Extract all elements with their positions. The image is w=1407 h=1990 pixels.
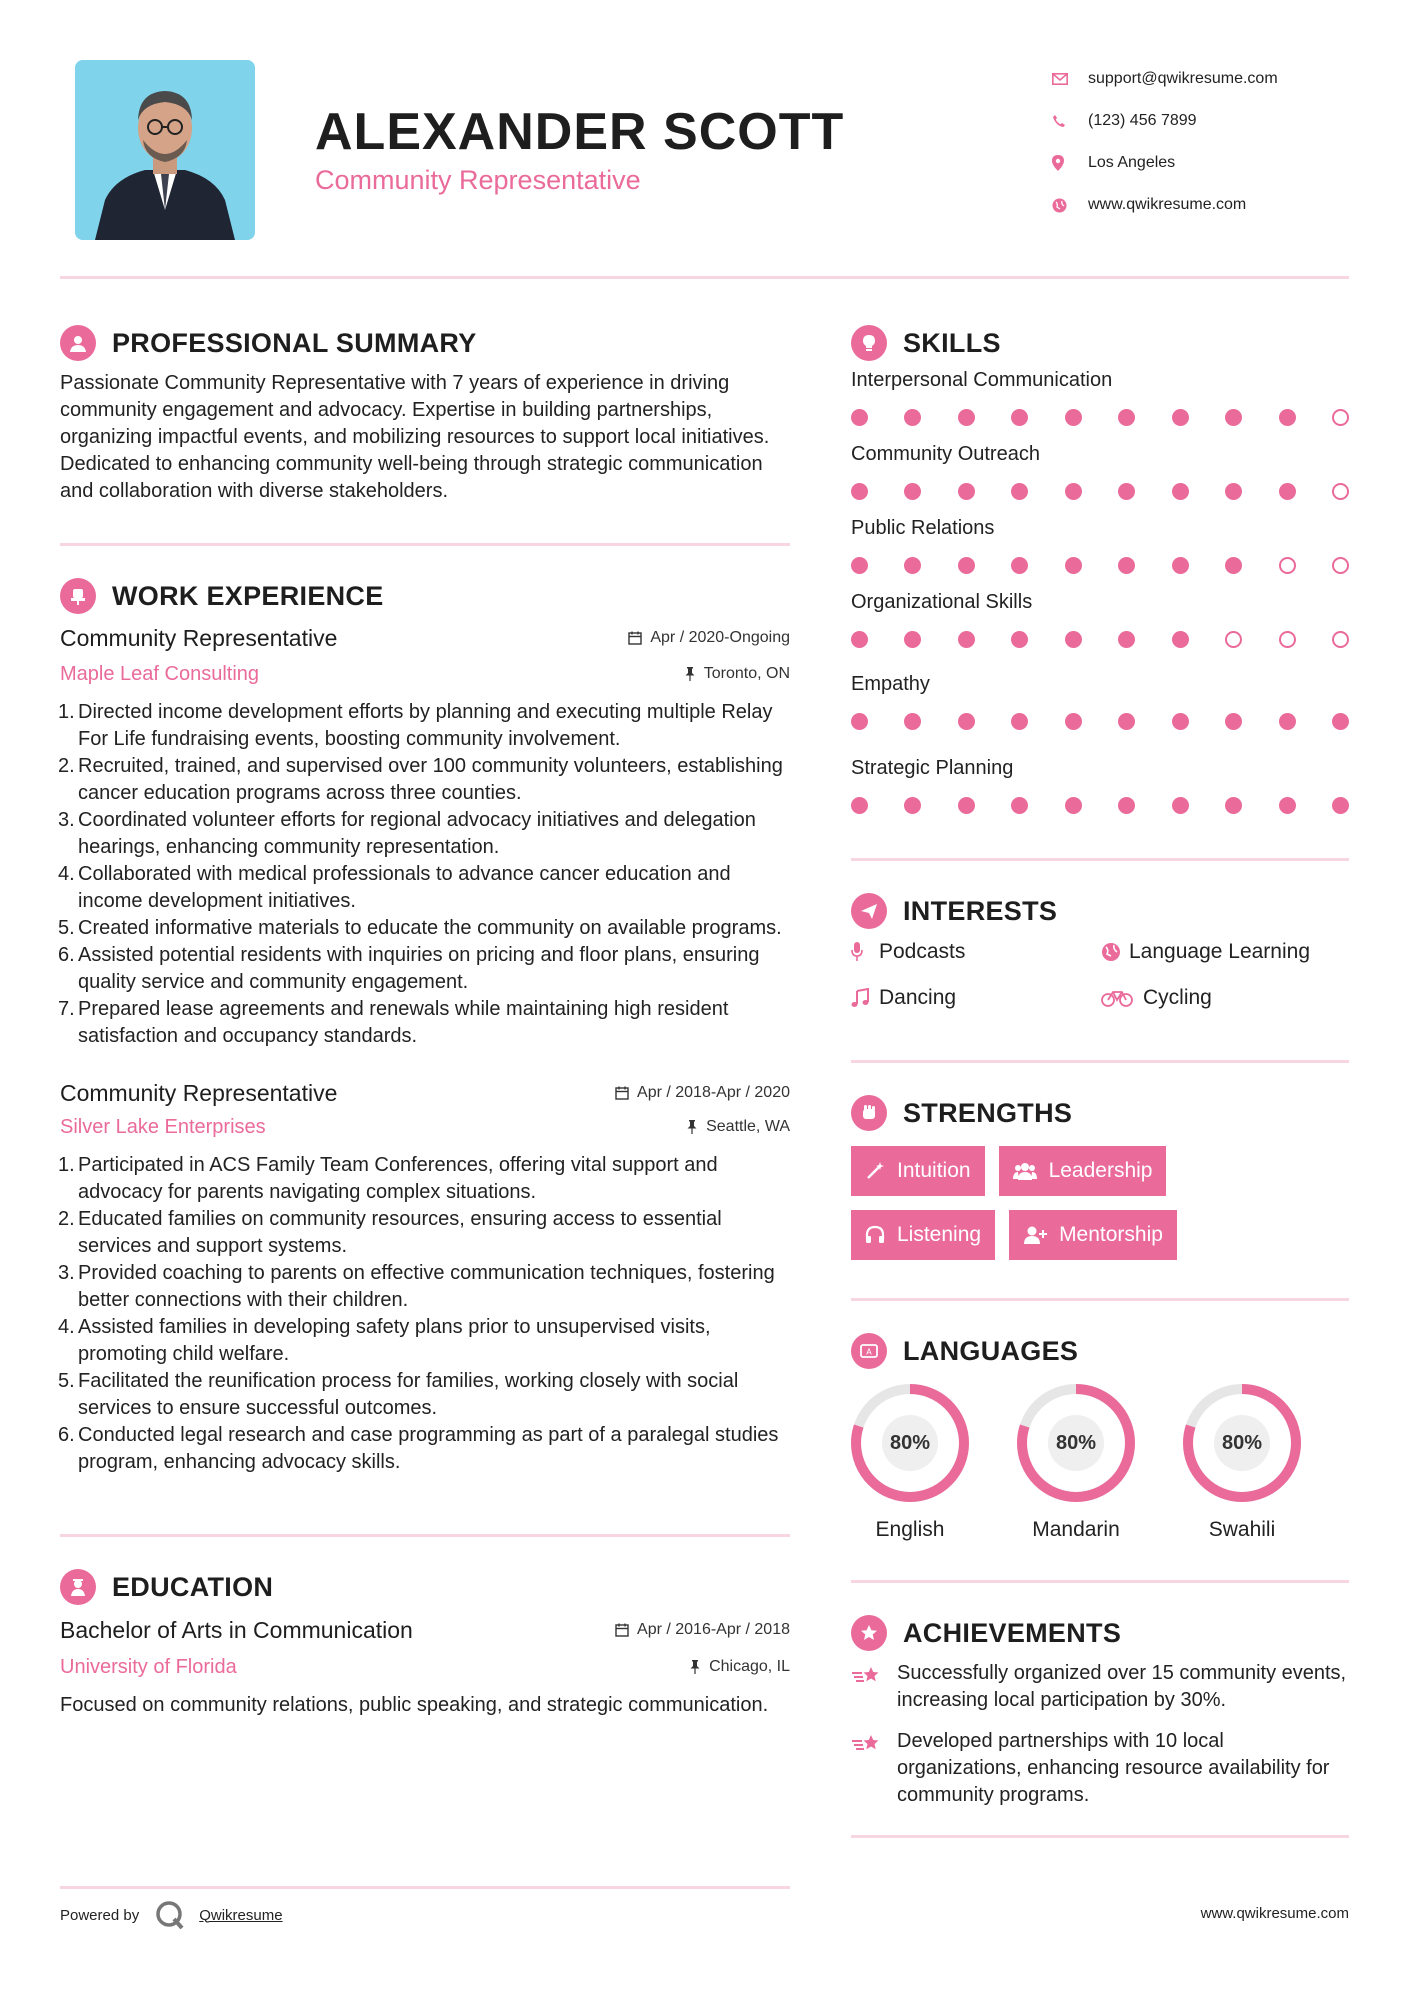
rating-dot-filled	[1011, 557, 1028, 574]
rating-dot-filled	[1172, 631, 1189, 648]
strengths-header	[851, 1090, 1349, 1136]
list-item: 7. Prepared lease agreements and renewals while maintaining high resident satisfaction and occupancy standards.	[58, 998, 729, 1047]
brand-link[interactable]: Qwikresume	[199, 1906, 283, 1924]
experience-title: WORK EXPERIENCE	[112, 580, 384, 611]
experience-header	[60, 573, 790, 619]
interest-item: Dancing	[851, 982, 1101, 1014]
rating-dot-filled	[1118, 483, 1135, 500]
section-divider	[60, 543, 790, 546]
summary-text: Passionate Community Representative with 7 years of experience in driving community engagement and advocacy. Expertise in building partnerships, organizing impactful events, and mobilizing resources to support local initiatives. Dedicated to enhancing community well-being through strategic communication and collaboration with diverse stakeholders.	[60, 372, 770, 502]
rating-dot-filled	[1011, 631, 1028, 648]
rating-dot-filled	[1118, 557, 1135, 574]
skill-name: Public Relations	[851, 517, 995, 539]
section-divider	[851, 858, 1349, 861]
rating-dot-filled	[1225, 409, 1242, 426]
language-percent: 80%	[889, 1431, 931, 1454]
language-ring	[1015, 1382, 1137, 1504]
interests-list	[851, 936, 1349, 1014]
skill-rating	[851, 542, 1349, 588]
right-column	[851, 320, 1349, 1838]
candidate-role: Community Representative	[315, 165, 641, 195]
microphone-icon	[851, 942, 879, 962]
pushpin-icon	[684, 667, 696, 681]
rating-dot-filled	[851, 483, 868, 500]
rating-dot-filled	[1065, 483, 1082, 500]
rating-dot-filled	[1172, 797, 1189, 814]
job-company: Maple Leaf Consulting	[60, 662, 260, 685]
contact-location	[1052, 142, 1372, 184]
rating-dot-empty	[1279, 557, 1296, 574]
language-ring	[849, 1382, 971, 1504]
job-entry	[60, 619, 790, 1050]
skills-header	[851, 320, 1349, 366]
rating-dot-empty	[1279, 631, 1296, 648]
job-company: Silver Lake Enterprises	[60, 1115, 266, 1138]
list-item: 2. Educated families on community resources, ensuring access to essential services and support systems.	[58, 1208, 722, 1257]
rating-dot-filled	[851, 557, 868, 574]
skill-row	[851, 440, 1349, 514]
contact-block	[1052, 58, 1372, 226]
education-text: Focused on community relations, public speaking, and strategic communication.	[60, 1694, 769, 1716]
lightbulb-icon	[851, 325, 887, 361]
rating-dot-filled	[1065, 713, 1082, 730]
language-name: English	[875, 1518, 945, 1541]
header-divider	[60, 276, 1349, 279]
calendar-icon	[615, 1623, 629, 1637]
rating-dot-filled	[904, 631, 921, 648]
footer-website[interactable]: www.qwikresume.com	[1200, 1905, 1349, 1922]
list-item: 6. Conducted legal research and case programming as part of a paralegal studies program, enhancing advocacy skills.	[58, 1424, 779, 1473]
rating-dot-filled	[904, 713, 921, 730]
list-item: 4. Collaborated with medical professionals to advance cancer education and income development initiatives.	[58, 863, 731, 912]
rating-dot-empty	[1332, 483, 1349, 500]
interest-item: Podcasts	[851, 936, 1101, 968]
interests-header	[851, 888, 1349, 934]
list-item: 5. Facilitated the reunification process for families, working closely with social services to ensure successful outcomes.	[58, 1370, 739, 1419]
envelope-icon	[1052, 73, 1088, 85]
calendar-icon	[628, 631, 642, 645]
job-location: Seattle, WA	[686, 1118, 790, 1136]
rating-dot-filled	[1065, 409, 1082, 426]
left-column	[60, 320, 790, 1719]
rating-dot-filled	[1118, 713, 1135, 730]
strength-tag: Listening	[851, 1210, 995, 1260]
pushpin-icon	[686, 1120, 698, 1134]
rating-dot-filled	[1172, 557, 1189, 574]
rating-dot-filled	[1172, 409, 1189, 426]
strengths-title: STRENGTHS	[903, 1097, 1073, 1128]
rating-dot-filled	[1279, 713, 1296, 730]
candidate-name: ALEXANDER SCOTT	[315, 103, 845, 161]
rating-dot-filled	[1011, 483, 1028, 500]
skills-title: SKILLS	[903, 327, 1001, 358]
achievements-title: ACHIEVEMENTS	[903, 1617, 1122, 1648]
headphones-icon	[865, 1225, 885, 1245]
rating-dot-filled	[1065, 631, 1082, 648]
rating-dot-filled	[1225, 797, 1242, 814]
skill-rating	[851, 782, 1349, 828]
briefcase-icon	[60, 578, 96, 614]
education-header	[60, 1564, 790, 1610]
map-pin-icon	[1052, 155, 1088, 171]
degree-title: Bachelor of Arts in Communication	[60, 1616, 413, 1643]
rating-dot-filled	[1332, 713, 1349, 730]
rating-dot-filled	[958, 631, 975, 648]
list-item: 6. Assisted potential residents with inquiries on pricing and floor plans, ensuring quality service and community engagement.	[58, 944, 760, 993]
rating-dot-filled	[904, 409, 921, 426]
languages-title: LANGUAGES	[903, 1335, 1079, 1366]
job-entry	[60, 1076, 790, 1476]
strength-tag: Leadership	[999, 1146, 1167, 1196]
contact-phone-text: (123) 456 7899	[1088, 112, 1197, 129]
footer-divider	[60, 1886, 790, 1889]
rating-dot-filled	[1118, 409, 1135, 426]
rating-dot-filled	[1279, 797, 1296, 814]
summary-header	[60, 320, 790, 366]
rating-dot-filled	[958, 797, 975, 814]
skill-row	[851, 514, 1349, 588]
summary-title: PROFESSIONAL SUMMARY	[112, 327, 477, 358]
achievement-item: Successfully organized over 15 community events, increasing local participation by 30%.	[851, 1660, 1349, 1714]
language-item	[1159, 1382, 1325, 1542]
rating-dot-filled	[958, 483, 975, 500]
language-item	[827, 1382, 993, 1542]
strength-tag: Intuition	[851, 1146, 985, 1196]
skill-rating	[851, 616, 1349, 662]
shooting-star-icon	[851, 1660, 897, 1714]
rating-dot-filled	[1172, 483, 1189, 500]
interest-item: Language Learning	[1101, 936, 1349, 968]
list-item: 2. Recruited, trained, and supervised over 100 community volunteers, establishing cancer education programs across three counties.	[58, 755, 783, 804]
strength-tag: Mentorship	[1009, 1210, 1177, 1260]
footer-powered	[60, 1900, 283, 1930]
language-icon	[851, 1333, 887, 1369]
skill-row	[851, 754, 1349, 828]
pushpin-icon	[689, 1660, 701, 1674]
language-name: Mandarin	[1032, 1518, 1120, 1541]
education-title: EDUCATION	[112, 1571, 274, 1602]
language-name: Swahili	[1208, 1518, 1276, 1541]
skill-rating	[851, 698, 1349, 744]
rating-dot-filled	[851, 631, 868, 648]
education-location: Chicago, IL	[689, 1658, 790, 1676]
rating-dot-filled	[851, 797, 868, 814]
contact-location-text: Los Angeles	[1088, 154, 1176, 171]
rating-dot-filled	[1011, 713, 1028, 730]
user-plus-icon	[1023, 1225, 1047, 1245]
rating-dot-filled	[1065, 797, 1082, 814]
job-date: Apr / 2020-Ongoing	[628, 629, 790, 647]
language-percent: 80%	[1055, 1431, 1097, 1454]
list-item: 3. Coordinated volunteer efforts for regional advocacy initiatives and delegation hearings, enhancing community representation.	[58, 809, 756, 858]
qwikresume-logo-icon	[155, 1900, 185, 1930]
rating-dot-empty	[1332, 557, 1349, 574]
music-note-icon	[851, 988, 879, 1008]
skill-name: Community Outreach	[851, 443, 1040, 465]
job-date: Apr / 2018-Apr / 2020	[615, 1084, 790, 1102]
rating-dot-filled	[1011, 797, 1028, 814]
languages-list	[851, 1382, 1349, 1542]
svg-text:A: A	[866, 1347, 872, 1357]
shooting-star-icon	[851, 1728, 897, 1809]
interests-title: INTERESTS	[903, 895, 1058, 926]
skill-name: Organizational Skills	[851, 591, 1033, 613]
job-duties	[60, 699, 790, 1050]
list-item: 3. Provided coaching to parents on effective communication techniques, fostering better connections with their children.	[58, 1262, 775, 1311]
language-item	[993, 1382, 1159, 1542]
achievements-header	[851, 1610, 1349, 1656]
skill-row	[851, 670, 1349, 744]
paper-plane-icon	[851, 893, 887, 929]
job-title: Community Representative	[60, 1079, 338, 1106]
rating-dot-filled	[1225, 483, 1242, 500]
skill-rating	[851, 468, 1349, 514]
rating-dot-filled	[1172, 713, 1189, 730]
school-name: University of Florida	[60, 1655, 237, 1678]
job-title: Community Representative	[60, 624, 338, 651]
rating-dot-filled	[1118, 797, 1135, 814]
skill-row	[851, 588, 1349, 662]
contact-website-text: www.qwikresume.com	[1088, 196, 1247, 213]
user-icon	[60, 325, 96, 361]
rating-dot-filled	[958, 409, 975, 426]
language-percent: 80%	[1221, 1431, 1263, 1454]
magic-wand-icon	[865, 1161, 885, 1181]
section-divider	[851, 1060, 1349, 1063]
rating-dot-filled	[851, 409, 868, 426]
rating-dot-empty	[1332, 409, 1349, 426]
bicycle-icon	[1101, 989, 1143, 1007]
section-divider	[851, 1580, 1349, 1583]
education-entry	[60, 1610, 790, 1719]
rating-dot-filled	[904, 557, 921, 574]
interest-item: Cycling	[1101, 982, 1349, 1014]
section-divider	[851, 1298, 1349, 1301]
skill-name: Empathy	[851, 673, 930, 695]
strengths-list	[851, 1146, 1251, 1260]
contact-website[interactable]	[1052, 184, 1372, 226]
rating-dot-filled	[958, 713, 975, 730]
list-item: 1. Directed income development efforts by planning and executing multiple Relay For Life fundraising events, boosting community involvement.	[58, 701, 773, 750]
language-ring	[1181, 1382, 1303, 1504]
rating-dot-filled	[1011, 409, 1028, 426]
skills-list	[851, 366, 1349, 828]
achievements-list	[851, 1660, 1349, 1809]
globe-icon	[1052, 198, 1088, 213]
contact-phone[interactable]	[1052, 100, 1372, 142]
skill-rating	[851, 394, 1349, 440]
languages-header	[851, 1328, 1349, 1374]
phone-icon	[1052, 114, 1088, 128]
rating-dot-filled	[1279, 409, 1296, 426]
list-item: 5. Created informative materials to educate the community on available programs.	[58, 917, 782, 939]
skill-name: Interpersonal Communication	[851, 369, 1113, 391]
skill-name: Strategic Planning	[851, 757, 1014, 779]
contact-email[interactable]	[1052, 58, 1372, 100]
rating-dot-empty	[1225, 631, 1242, 648]
rating-dot-filled	[958, 557, 975, 574]
contact-email-text: support@qwikresume.com	[1088, 70, 1278, 87]
powered-by-label: Powered by	[60, 1906, 140, 1924]
rating-dot-filled	[1065, 557, 1082, 574]
calendar-icon	[615, 1086, 629, 1100]
rating-dot-filled	[904, 483, 921, 500]
rating-dot-empty	[1332, 631, 1349, 648]
list-item: 4. Assisted families in developing safety plans prior to unsupervised visits, promoting child welfare.	[58, 1316, 711, 1365]
star-badge-icon	[851, 1615, 887, 1651]
rating-dot-filled	[1225, 713, 1242, 730]
rating-dot-filled	[851, 713, 868, 730]
job-duties	[60, 1152, 790, 1476]
fist-icon	[851, 1095, 887, 1131]
skill-row	[851, 366, 1349, 440]
globe-icon	[1101, 942, 1129, 962]
users-icon	[1013, 1161, 1037, 1181]
rating-dot-filled	[1225, 557, 1242, 574]
rating-dot-filled	[904, 797, 921, 814]
education-date: Apr / 2016-Apr / 2018	[615, 1621, 790, 1639]
list-item: 1. Participated in ACS Family Team Conferences, offering vital support and advocacy for parents navigating complex situations.	[58, 1154, 718, 1203]
section-divider	[851, 1835, 1349, 1838]
profile-photo	[75, 60, 255, 240]
rating-dot-filled	[1332, 797, 1349, 814]
section-divider	[60, 1534, 790, 1537]
rating-dot-filled	[1279, 483, 1296, 500]
rating-dot-filled	[1118, 631, 1135, 648]
achievement-item: Developed partnerships with 10 local organizations, enhancing resource availability for community programs.	[851, 1728, 1349, 1809]
graduate-icon	[60, 1569, 96, 1605]
job-location: Toronto, ON	[684, 665, 790, 683]
